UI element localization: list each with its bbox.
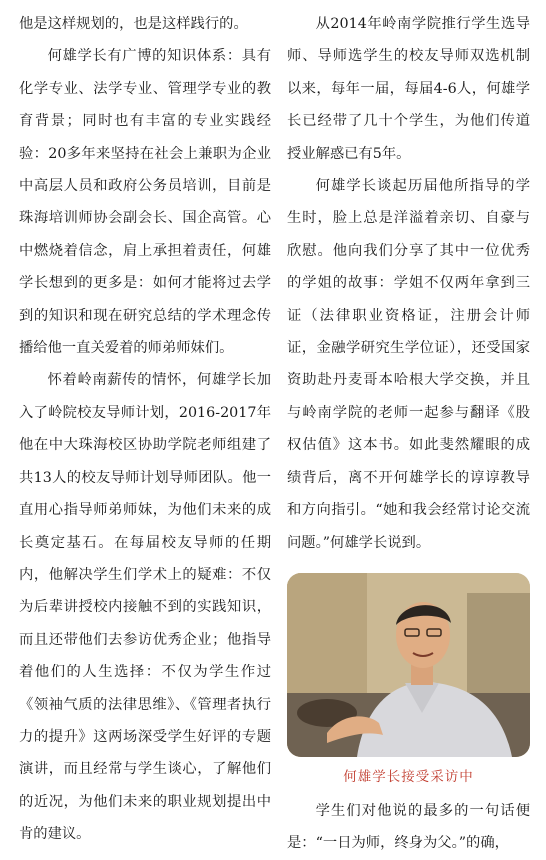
paragraph: 他是这样规划的，也是这样践行的。 [19, 16, 248, 32]
paragraph: 从2014年岭南学院推行学生选导师、导师选学生的校友导师双选机制以来，每年一届，每届4-6人，何雄学长已经带了几十个学生，为他们传道授业解惑已有5年。 [287, 16, 530, 162]
paragraph: 何雄学长有广博的知识体系：具有化学专业、法学专业、管理学专业的教育背景；同时也有丰富的专业实践经验：20多年来坚持在社会上兼职为企业中高层人员和政府公务员培训，目前是珠海培训师协会副会长、国企高管。心中燃烧着信念，肩上承担着责任，何雄学长想到的更多是：如何才能将过去学到的知识和现在研究总结的学术理念传播给他一直关爱着的师弟师妹们。 [19, 48, 271, 357]
paragraph: 何雄学长谈起历届他所指导的学生时，脸上总是洋溢着亲切、自豪与欣慰。他向我们分享了其中一位优秀的学姐的故事：学姐不仅两年拿到三证（法律职业资格证，注册会计师证，金融学研究生学位证），还受国家资助赴丹麦哥本哈根大学交换，并且与岭南学院的老师一起参与翻译《股权估值》这本书。如此斐然耀眼的成绩背后，离不开何雄学长的谆谆教导和方向指引。“她和我会经常讨论交流问题。”何雄学长说到。 [287, 178, 530, 551]
photo-caption: 何雄学长接受采访中 [343, 768, 474, 785]
paragraph: 怀着岭南薪传的情怀，何雄学长加入了岭院校友导师计划，2016-2017年他在中大珠海校区协助学院老师组建了共13人的校友导师计划导师团队。他一直用心指导师弟师妹，为他们未来的成长奠定基石。在每届校友导师的任期内，他解决学生们学术上的疑难：不仅为后辈讲授校内接触不到的实践知识，而且还带他们去参访优秀企业；他指导着他们的人生选择：不仅为学生作过《领袖气质的法律思维》、《管理者执行力的提升》这两场深受学生好评的专题演讲，而且经常与学生谈心，了解他们的近况，为他们未来的职业规划提出中肯的建议。 [19, 372, 271, 843]
right-column [287, 0, 530, 860]
left-column [19, 0, 271, 851]
paragraph: 学生们对他说的最多的一句话便是：“一日为师，终身为父。”的确， [287, 802, 530, 852]
photo-illustration [287, 573, 530, 757]
interview-photo [287, 573, 530, 757]
